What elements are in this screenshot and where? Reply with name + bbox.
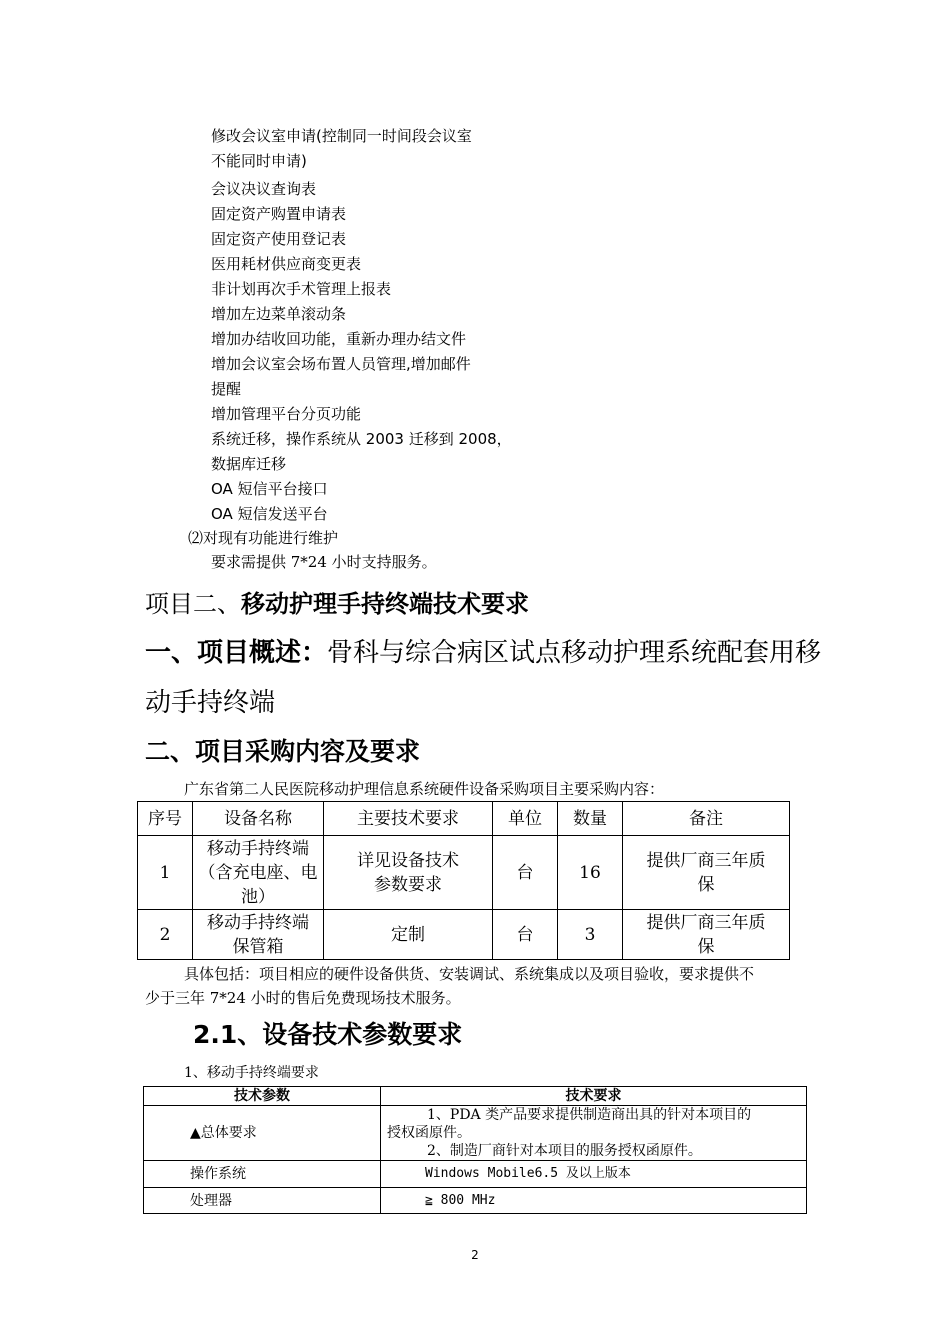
header-cell: 技术要求 [381,1087,807,1106]
procurement-intro: 广东省第二人民医院移动护理信息系统硬件设备采购项目主要采购内容： [184,780,665,798]
cell-line: 移动手持终端 [207,838,309,859]
cell-line: 保 [697,874,715,895]
support-text: 要求需提供 7*24 小时支持服务。 [211,553,437,571]
header-cell: 设备名称 [193,802,324,836]
list-item: 增加左边菜单滚动条 [211,305,347,323]
cell-line: 1、PDA 类产品要求提供制造商出具的针对本项目的 [427,1107,752,1123]
list-item: 增加管理平台分页功能 [211,405,362,423]
sub-item: 1、移动手持终端要求 [184,1065,319,1081]
maintenance-item: ⑵对现有功能进行维护 [188,529,339,547]
cell-note [623,836,790,910]
project2-heading [145,587,529,621]
list-item: 增加办结收回功能，重新办理办结文件 [211,330,467,348]
cell-unit: 台 [493,910,558,960]
section21-title: 2.1、设备技术参数要求 [193,1020,463,1049]
cell-line: 参数要求 [374,874,442,895]
cell-qty: 16 [558,836,623,910]
list-item: 提醒 [211,380,242,398]
cell-line: 详见设备技术 [357,850,459,871]
cell-name [193,836,324,910]
table-row [144,1188,807,1214]
cell-line: 保 [697,936,715,957]
project2-heading-prefix: 项目二、 [145,590,241,618]
header-cell: 主要技术要求 [324,802,493,836]
table-row [144,1106,807,1161]
list-item: 增加会议室会场布置人员管理,增加邮件 [211,355,471,373]
cell-line: （含充电座、电 [198,862,318,883]
list-item: 固定资产购置申请表 [211,205,347,223]
cell-line: 2、制造厂商针对本项目的服务授权函原件。 [427,1143,702,1159]
list-item: 非计划再次手术管理上报表 [211,280,392,298]
list-item: OA 短信发送平台 [211,505,328,523]
cell-no: 1 [138,836,193,910]
list-item: 系统迁移，操作系统从 2003 迁移到 2008， [211,430,512,448]
project2-heading-title: 移动护理手持终端技术要求 [241,590,529,618]
spec-table [143,1086,807,1214]
overview-prefix: 一、 [145,638,198,668]
table-header-row [144,1087,807,1106]
cell-param: 处理器 [144,1188,381,1214]
list-item: 数据库迁移 [211,455,287,473]
list-item: 会议决议查询表 [211,180,317,198]
list-item: 固定资产使用登记表 [211,230,347,248]
cell-line: 提供厂商三年质 [646,850,766,871]
header-cell: 备注 [623,802,790,836]
overview-label: 项目概述： [197,638,328,668]
table-row [138,836,790,910]
cell-name [193,910,324,960]
cell-line: 保管箱 [232,936,284,957]
overview-text: 骨科与综合病区试点移动护理系统配套用移 [327,638,822,668]
cell-line: 移动手持终端 [207,912,309,933]
cell-req: 定制 [324,910,493,960]
page-number: 2 [471,1248,479,1262]
cell-param: ▲总体要求 [144,1106,381,1161]
list-item: OA 短信平台接口 [211,480,328,498]
cell-line: 池） [241,886,275,907]
cell-unit: 台 [493,836,558,910]
cell-req [381,1106,807,1161]
cell-req [324,836,493,910]
procurement-table [137,801,790,960]
list-item: 不能同时申请) [211,152,307,170]
list-item: 医用耗材供应商变更表 [211,255,362,273]
cell-line: 提供厂商三年质 [646,912,766,933]
cell-param: 操作系统 [144,1161,381,1188]
section2-title: 二、项目采购内容及要求 [145,737,421,766]
header-cell: 数量 [558,802,623,836]
cell-qty: 3 [558,910,623,960]
header-cell: 序号 [138,802,193,836]
cell-req: Windows Mobile6.5 及以上版本 [381,1161,807,1188]
header-cell: 技术参数 [144,1087,381,1106]
table-row [144,1161,807,1188]
header-cell: 单位 [493,802,558,836]
details-text: 具体包括：项目相应的硬件设备供货、安装调试、系统集成以及项目验收，要求提供不 [184,965,755,983]
cell-note [623,910,790,960]
overview-text-cont: 动手持终端 [145,688,276,718]
overview-heading [145,636,821,670]
cell-req: ≧ 800 MHz [381,1188,807,1214]
cell-line: 授权函原件。 [387,1125,471,1141]
details-text-cont: 少于三年 7*24 小时的售后免费现场技术服务。 [145,989,461,1007]
table-row [138,910,790,960]
cell-no: 2 [138,910,193,960]
table-header-row [138,802,790,836]
list-item: 修改会议室申请(控制同一时间段会议室 [211,127,472,145]
